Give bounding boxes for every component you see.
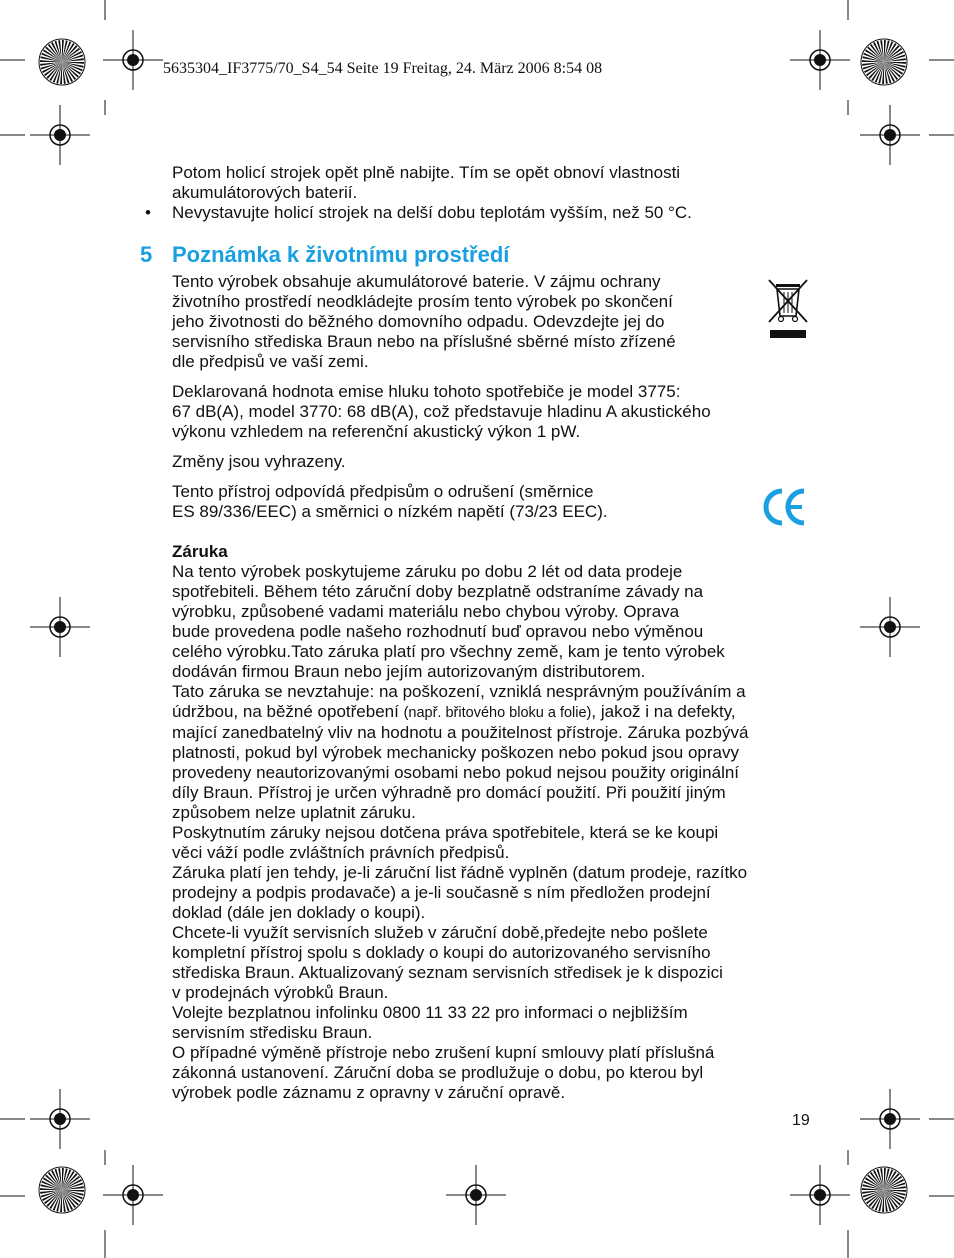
text-line: díly Braun. Přístroj je určen výhradně pro domácí použití. Při použití jiným bbox=[172, 783, 726, 802]
text-line: Tento výrobek obsahuje akumulátorové baterie. V zájmu ochrany bbox=[172, 272, 661, 291]
text-line: výrobku, způsobené vadami materiálu nebo chybou výroby. Oprava bbox=[172, 602, 680, 621]
text-line: kompletní přístroj spolu s doklady o koupi do autorizovaného servisního bbox=[172, 943, 711, 962]
text-line: dle předpisů ve vaší zemi. bbox=[172, 352, 369, 371]
text-line: O případné výměně přístroje nebo zrušení kupní smlouvy platí příslušná bbox=[172, 1043, 715, 1062]
section-heading bbox=[140, 242, 509, 268]
text-line: zákonná ustanovení. Záruční doba se prodlužuje o dobu, po kterou byl bbox=[172, 1063, 704, 1082]
text-line: spotřebiteli. Během této záruční doby bezplatně odstraníme závady na bbox=[172, 582, 704, 601]
text-line: způsobem nelze uplatnit záruku. bbox=[172, 803, 416, 822]
text-line: servisním středisku Braun. bbox=[172, 1023, 373, 1042]
text-fragment-small: (např. břitového bloku a folie) bbox=[403, 705, 592, 721]
bullet-icon: • bbox=[145, 203, 151, 222]
text-line: Volejte bezplatnou infolinku 0800 11 33 22 pro informaci o nejbližším bbox=[172, 1003, 688, 1022]
page-number: 19 bbox=[792, 1112, 810, 1129]
emc-paragraph bbox=[172, 482, 812, 522]
changes-note: Změny jsou vyhrazeny. bbox=[172, 452, 346, 471]
text-line: Na tento výrobek poskytujeme záruku po dobu 2 lét od data prodeje bbox=[172, 562, 683, 581]
text-line: servisního střediska Braun nebo na příslušné sběrné místo zřízené bbox=[172, 332, 676, 351]
text-line: ES 89/336/EEC) a směrnici o nízkém napětí (73/23 EEC). bbox=[172, 502, 608, 521]
text-line: provedeny neautorizovanými osobami nebo pokud nejsou použity originální bbox=[172, 763, 740, 782]
crossed-out-wheelie-bin-icon bbox=[766, 278, 810, 340]
text-line: věci váží podle zvláštních právních předpisů. bbox=[172, 843, 510, 862]
text-line: Záruka platí jen tehdy, je-li záruční list řádně vyplněn (datum prodeje, razítko bbox=[172, 863, 748, 882]
text-line: výkonu vzhledem na referenční akustický výkon 1 pW. bbox=[172, 422, 581, 441]
text-line: celého výrobku.Tato záruka platí pro všechny země, kam je tento výrobek bbox=[172, 642, 725, 661]
ce-mark-icon bbox=[762, 487, 808, 527]
text-fragment: , jakož i na defekty, bbox=[591, 702, 736, 721]
text-line: prodejny a podpis prodavače) a je-li současně s ním předložen prodejní bbox=[172, 883, 711, 902]
text-line: životního prostředí neodkládejte prosím tento výrobek po skončení bbox=[172, 292, 673, 311]
text-line: doklad (dále jen doklady o koupi). bbox=[172, 903, 426, 922]
section-title: Poznámka k životnímu prostředí bbox=[172, 242, 510, 267]
text-line: Deklarovaná hodnota emise hluku tohoto spotřebiče je model 3775: bbox=[172, 382, 681, 401]
text-line: platnosti, pokud byl výrobek mechanicky poškozen nebo pokud jsou opravy bbox=[172, 743, 740, 762]
text-line: Tento přístroj odpovídá předpisům o odrušení (směrnice bbox=[172, 482, 594, 501]
text-line: výrobek podle záznamu z opravny v záruční opravě. bbox=[172, 1083, 566, 1102]
text-line: mající zanedbatelný vliv na hodnotu a použitelnost přístroje. Záruka pozbývá bbox=[172, 723, 749, 742]
text-line: dodáván firmou Braun nebo jejím autorizovaným distributorem. bbox=[172, 662, 646, 681]
text-line: Poskytnutím záruky nejsou dotčena práva spotřebitele, která se ke koupi bbox=[172, 823, 719, 842]
print-info-header: 5635304_IF3775/70_S4_54 Seite 19 Freitag, 24. März 2006 8:54 08 bbox=[163, 60, 603, 77]
text-line: střediska Braun. Aktualizovaný seznam servisních středisek je k dispozici bbox=[172, 963, 723, 982]
text-line: bude provedena podle našeho rozhodnutí buď opravou nebo výměnou bbox=[172, 622, 704, 641]
text-line bbox=[172, 702, 822, 723]
text-line: 67 dB(A), model 3770: 68 dB(A), což představuje hladinu A akustického bbox=[172, 402, 711, 421]
environment-paragraph bbox=[172, 272, 812, 372]
warranty-section bbox=[172, 542, 822, 1103]
intro-paragraph bbox=[172, 163, 812, 203]
section-number: 5 bbox=[140, 242, 153, 267]
text-line: jeho životnosti do běžného domovního odpadu. Odevzdejte jej do bbox=[172, 312, 665, 331]
text-line: Tato záruka se nevztahuje: na poškození, vzniklá nesprávným používáním a bbox=[172, 682, 746, 701]
warranty-title: Záruka bbox=[172, 542, 228, 561]
text-fragment: údržbou, na běžné opotřebení bbox=[172, 702, 404, 721]
bullet-item: Nevystavujte holicí strojek na delší dobu teplotám vyšším, než 50 °C. bbox=[172, 203, 692, 222]
text-line: Potom holicí strojek opět plně nabijte. Tím se opět obnoví vlastnosti bbox=[172, 163, 681, 182]
text-line: v prodejnách výrobků Braun. bbox=[172, 983, 389, 1002]
text-line: Chcete-li využít servisních služeb v záruční době,předejte nebo pošlete bbox=[172, 923, 708, 942]
noise-paragraph bbox=[172, 382, 812, 442]
text-line: akumulátorových baterií. bbox=[172, 183, 358, 202]
